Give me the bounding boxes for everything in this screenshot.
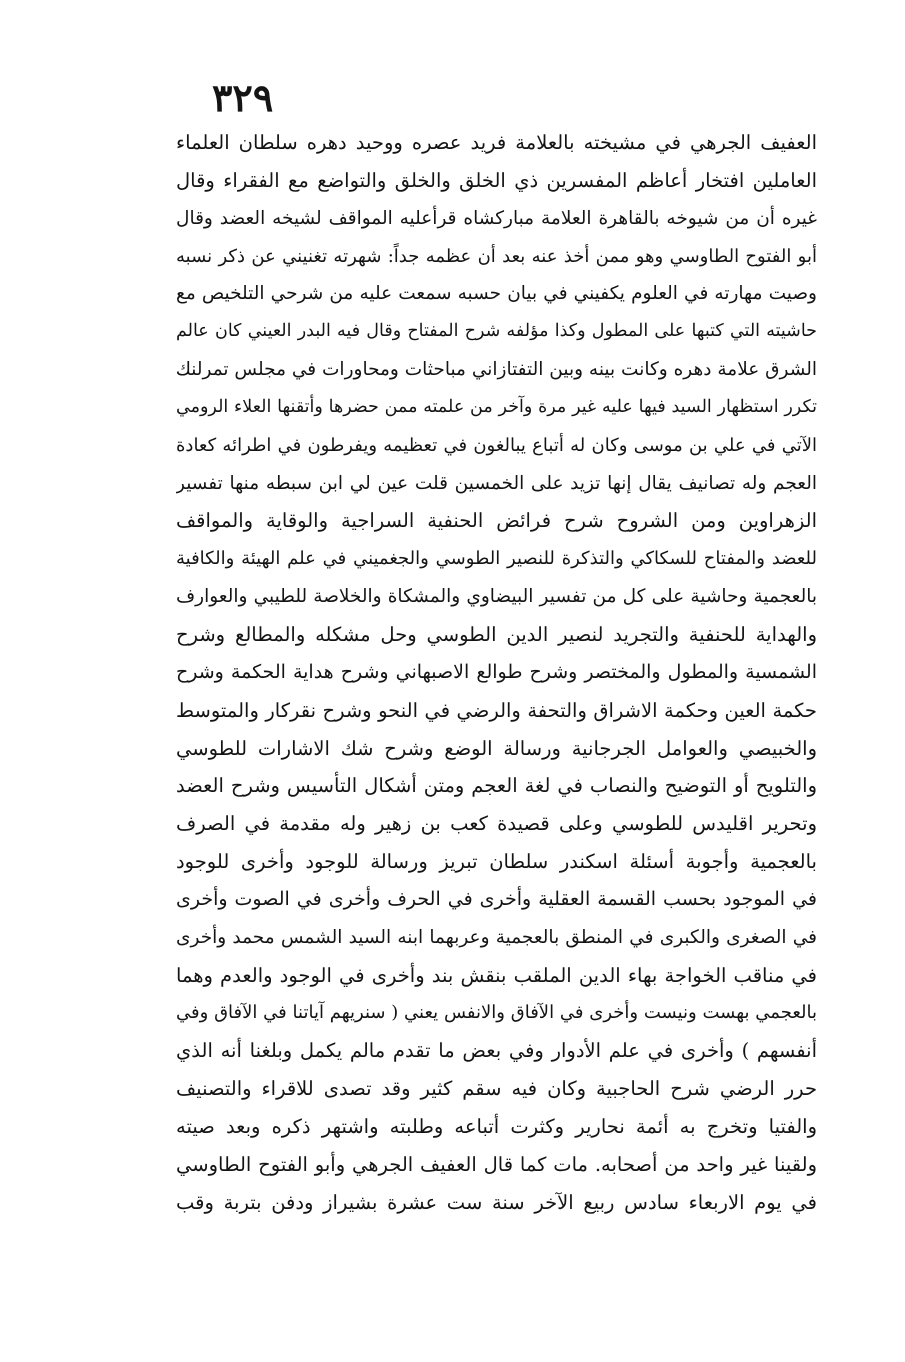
text-line: حرر الرضي شرح الحاجبية وكان فيه سقم كثير وقد تصدى للاقراء والتصنيف (176, 1077, 817, 1101)
text-line: وصيت مهارته في العلوم يكفيني في بيان حسبه سمعت عليه من شرحي التلخيص مع (176, 283, 817, 305)
text-line: الآتي في علي بن موسى وكان له أتباع يبالغون في تعظيمه ويفرطون في اطرائه كعادة (176, 434, 817, 456)
text-line: أنفسهم ) وأخرى في علم الأدوار وفي بعض ما تقدم مالم يكمل وبلغنا أنه الذي (176, 1039, 817, 1063)
text-line: حاشيته التي كتبها على المطول وكذا مؤلفه شرح المفتاح وقال فيه البدر العيني كان عالم (176, 321, 817, 342)
text-line: ولقينا غير واحد من أصحابه. مات كما قال العفيف الجرهي وأبو الفتوح الطاوسي (176, 1152, 817, 1176)
page-number: ٣٢٩ (212, 75, 274, 120)
text-line: تكرر استظهار السيد فيها عليه غير مرة وآخر من علمته ممن حضرها وأتقنها العلاء الرومي (176, 396, 817, 417)
text-line: أبو الفتوح الطاوسي وهو ممن أخذ عنه بعد أن عظمه جداً: شهرته تغنيني عن ذكر نسبه (176, 245, 817, 267)
text-line: حكمة العين وحكمة الاشراق والتحفة والرضي في النحو وشرح نقركار والمتوسط (176, 698, 817, 722)
text-line: الشمسية والمطول والمختصر وشرح طوالع الاصبهاني وشرح هداية الحكمة وشرح (176, 660, 817, 683)
text-line: العجم وله تصانيف يقال إنها تزيد على الخمسين قلت عين لي ابن سبطه منها تفسير (176, 472, 817, 494)
text-line: وتحرير اقليدس للطوسي وعلى قصيدة كعب بن زهير وله مقدمة في الصرف (176, 812, 817, 836)
text-line: العاملين افتخار أعاظم المفسرين ذي الخلق والخلق والتواضع مع الفقراء وقال (176, 168, 817, 192)
text-line: الشرق علامة دهره وكانت بينه وبين التفتازاني مباحثات ومحاورات في مجلس تمرلنك (176, 359, 817, 381)
text-line: والتلويح أو التوضيح والنصاب في لغة العجم ومتن أشكال التأسيس وشرح العضد (176, 774, 817, 798)
text-line: غيره أن من شيوخه بالقاهرة العلامة مباركشاه قرأعليه المواقف لشيخه العضد وقال (176, 207, 817, 229)
text-line: للعضد والمفتاح للسكاكي والتذكرة للنصير الطوسي والجغميني في علم الهيئة والكافية (176, 548, 817, 570)
text-line: بالعجمية وحاشية على كل من تفسير البيضاوي والمشكاة والخلاصة للطيبي والعوارف (176, 586, 817, 608)
text-line: والهداية للحنفية والتجريد لنصير الدين الطوسي وحل مشكله والمطالع وشرح (176, 622, 817, 646)
text-body (176, 124, 817, 1221)
text-line: في مناقب الخواجة بهاء الدين الملقب بنقش بند وأخرى في الوجود والعدم وهما (176, 963, 817, 987)
text-line: في الصغرى والكبرى في المنطق بالعجمية وعربهما ابنه السيد الشمس محمد وأخرى (176, 926, 817, 948)
text-line: والخبيصي والعوامل الجرجانية ورسالة الوضع وشرح شك الاشارات للطوسي (176, 736, 817, 760)
text-line: والفتيا وتخرج به أئمة نحارير وكثرت أتباعه وطلبته واشتهر ذكره وبعد صيته (176, 1114, 817, 1138)
text-line: بالعجمي بهست ونيست وأخرى في الآفاق والانفس يعني ( سنريهم آياتنا في الآفاق وفي (176, 1002, 817, 1024)
text-line: العفيف الجرهي في مشيخته بالعلامة فريد عصره ووحيد دهره سلطان العلماء (176, 131, 817, 154)
text-line: في يوم الاربعاء سادس ربيع الآخر سنة ست عشرة بشيراز ودفن بتربة وقب (176, 1190, 817, 1214)
text-line: في الموجود بحسب القسمة العقلية وأخرى في الحرف وأخرى في الصوت وأخرى (176, 887, 817, 910)
text-line: بالعجمية وأجوبة أسئلة اسكندر سلطان تبريز ورسالة للوجود وأخرى للوجود (176, 850, 817, 874)
text-line: الزهراوين ومن الشروح شرح فرائض الحنفية السراجية والوقاية والمواقف (176, 509, 817, 533)
